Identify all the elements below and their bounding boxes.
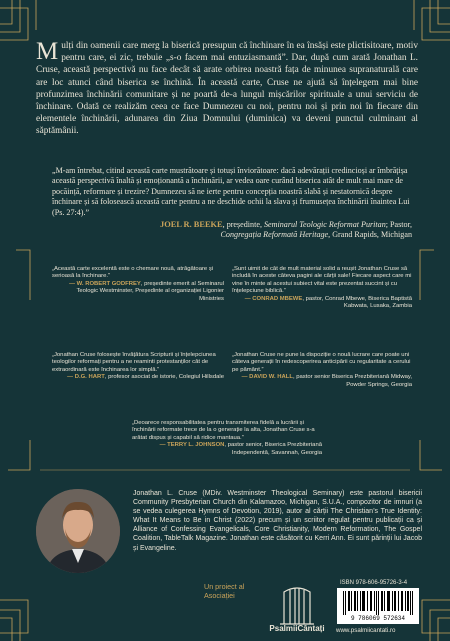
quote-role: , pastor senior Biserica Prezbiteriană Midway, Powder Springs, Georgia — [292, 374, 412, 388]
project-label: Un proiect al Asociației — [204, 582, 245, 600]
quote-role: , profesor asociat de istorie, Colegiul Hillsdale — [104, 374, 224, 381]
intro-paragraph — [36, 40, 418, 138]
quote-text: „Această carte excelentă este o chemare nouă, atrăgătoare și serioasă la închinare.” — [52, 266, 214, 280]
quote-text: „Deoarece responsabilitatea pentru transmiterea fidelă a lucrării și închinării reformate trece de la o generație la alta, Jonathan Cruse s-a arătat dispus și capabil să ridice mantaua.” — [132, 420, 315, 441]
publisher-url[interactable]: www.psalmiicantati.ro — [336, 627, 396, 634]
endorsement-hall — [232, 352, 412, 389]
drop-cap: M — [36, 38, 59, 65]
endorsement-hart — [52, 352, 224, 382]
quote-author: — D.G. HART — [67, 374, 105, 381]
endorser-location: , Grand Rapids, Michigan — [328, 230, 412, 240]
quote-author: — DAVID W. HALL — [241, 374, 293, 381]
featured-quote-text: „M-am întrebat, citind această carte mustrătoare și totuși înviorătoare: dacă adevărații credincioși ar îmbrățișa această perspectivă înaltă și emoționantă a închinării, ar vedea oare curând biserica atât de mult mai mare de pocăință, reformare și trezire? Dumnezeu să ne ierte pentru concepția noastră slabă și nestatornică despre închinare și să folosească această carte pentru a ne deschide ochii la slava și frumusețea închinării înaintea Lui (Ps. 27:4).” — [52, 166, 410, 217]
endorsement-godfrey — [52, 266, 224, 303]
featured-endorsement — [52, 166, 412, 241]
quote-text: „Jonathan Cruse ne pune la dispoziție o nouă lucrare care poate uni câteva generații în redescoperirea anticipării cu regularitate a cerului pe pământ.” — [232, 352, 411, 373]
author-bio: Jonathan L. Cruse (MDiv. Westminster Theological Seminary) este pastorul bisericii Community Presbyterian Church din Kalamazoo, Michigan, S.U.A., compozitor de imnuri (a se vedea culegerea Hymns of Devotion, 2019), autor al cărții The Christian’s True Identity: What It Means to Be in Christ (2022) precum și un scriitor regulat pentru publicații ca și Alliance of Confessing Evangelicals, Core Christianity, Modern Reformation, The Gospel Coalition, TableTalk Magazine. Jonathan este căsătorit cu Kerri Ann. Ei sunt părinții lui Jacob și Evangeline. — [133, 490, 422, 552]
quote-role: , pastor senior, Biserica Prezbiteriană Independentă, Savannah, Georgia — [224, 442, 322, 456]
endorser-role: , președinte, — [222, 220, 264, 230]
endorser-name: JOEL R. BEEKE — [160, 220, 223, 230]
author-photo — [36, 489, 120, 573]
barcode-digits: 9 786069 572634 — [350, 615, 405, 622]
endorser-institution: Seminarul Teologic Reformat Puritan — [264, 220, 386, 230]
quote-author: — CONRAD MBEWE — [244, 295, 303, 302]
quote-author: — W. ROBERT GODFREY — [69, 280, 141, 287]
harp-logo-icon — [262, 582, 332, 628]
endorser-role-2: ; Pastor, — [385, 220, 412, 230]
publisher-name: PsalmiiCântați — [269, 624, 325, 633]
featured-quote-attribution — [52, 220, 412, 241]
endorsement-johnson — [132, 420, 322, 457]
isbn-label: ISBN 978-606-95726-3-4 — [340, 580, 408, 586]
endorser-congregation: Congregația Reformată Heritage — [220, 230, 329, 240]
quote-text: „Sunt uimit de cât de mult material solid a reușit Jonathan Cruse să includă în aceste câteva pagini ale cărții sale! Fiecare aspect care mi vine în minte al acestui subiect vital este prezentat succint și cu înțelepciune biblică.” — [232, 266, 412, 295]
endorsement-mbewe — [232, 266, 412, 310]
quote-author: — TERRY L. JOHNSON — [159, 442, 225, 449]
quote-role: , președinte emerit al Seminarul Teologic Westminster, Președinte al organizației Ligonier Ministries — [76, 280, 224, 302]
intro-text: ulți din oamenii care merg la biserică presupun că închinare în ea însăși este plictisitoare, motiv pentru care, ei zic, trebuie „s-o facem mai entuziasmantă”. Dar, după cum arată Jonathan L. Cruse, această perspectivă nu face decât să arate orbirea noastră fața de minunea supranaturală care are loc atunci când biserica se închină. În această carte, Cruse ne ajută să înțelegem mai bine profunzimea închinării comunitare și ne poartă de-a lungul mișcărilor spirituale a unui serviciu de închinare. Odată ce realizăm ceea ce face Dumnezeu cu noi, pentru noi și prin noi în fiecare din elementele închinării, adunarea din Ziua Domnului (duminica) va deveni punctul culminant al săptămânii. — [36, 41, 418, 137]
quote-text: „Jonathan Cruse folosește învățătura Scripturii și înțelepciunea teologilor reformați pentru a ne reaminti protestanților cât de extraordinară este închinarea lor simplă.” — [52, 352, 216, 373]
quote-role: , pastor, Conrad Mbewe, Biserica Baptistă Kabwata, Lusaka, Zambia — [302, 295, 412, 310]
